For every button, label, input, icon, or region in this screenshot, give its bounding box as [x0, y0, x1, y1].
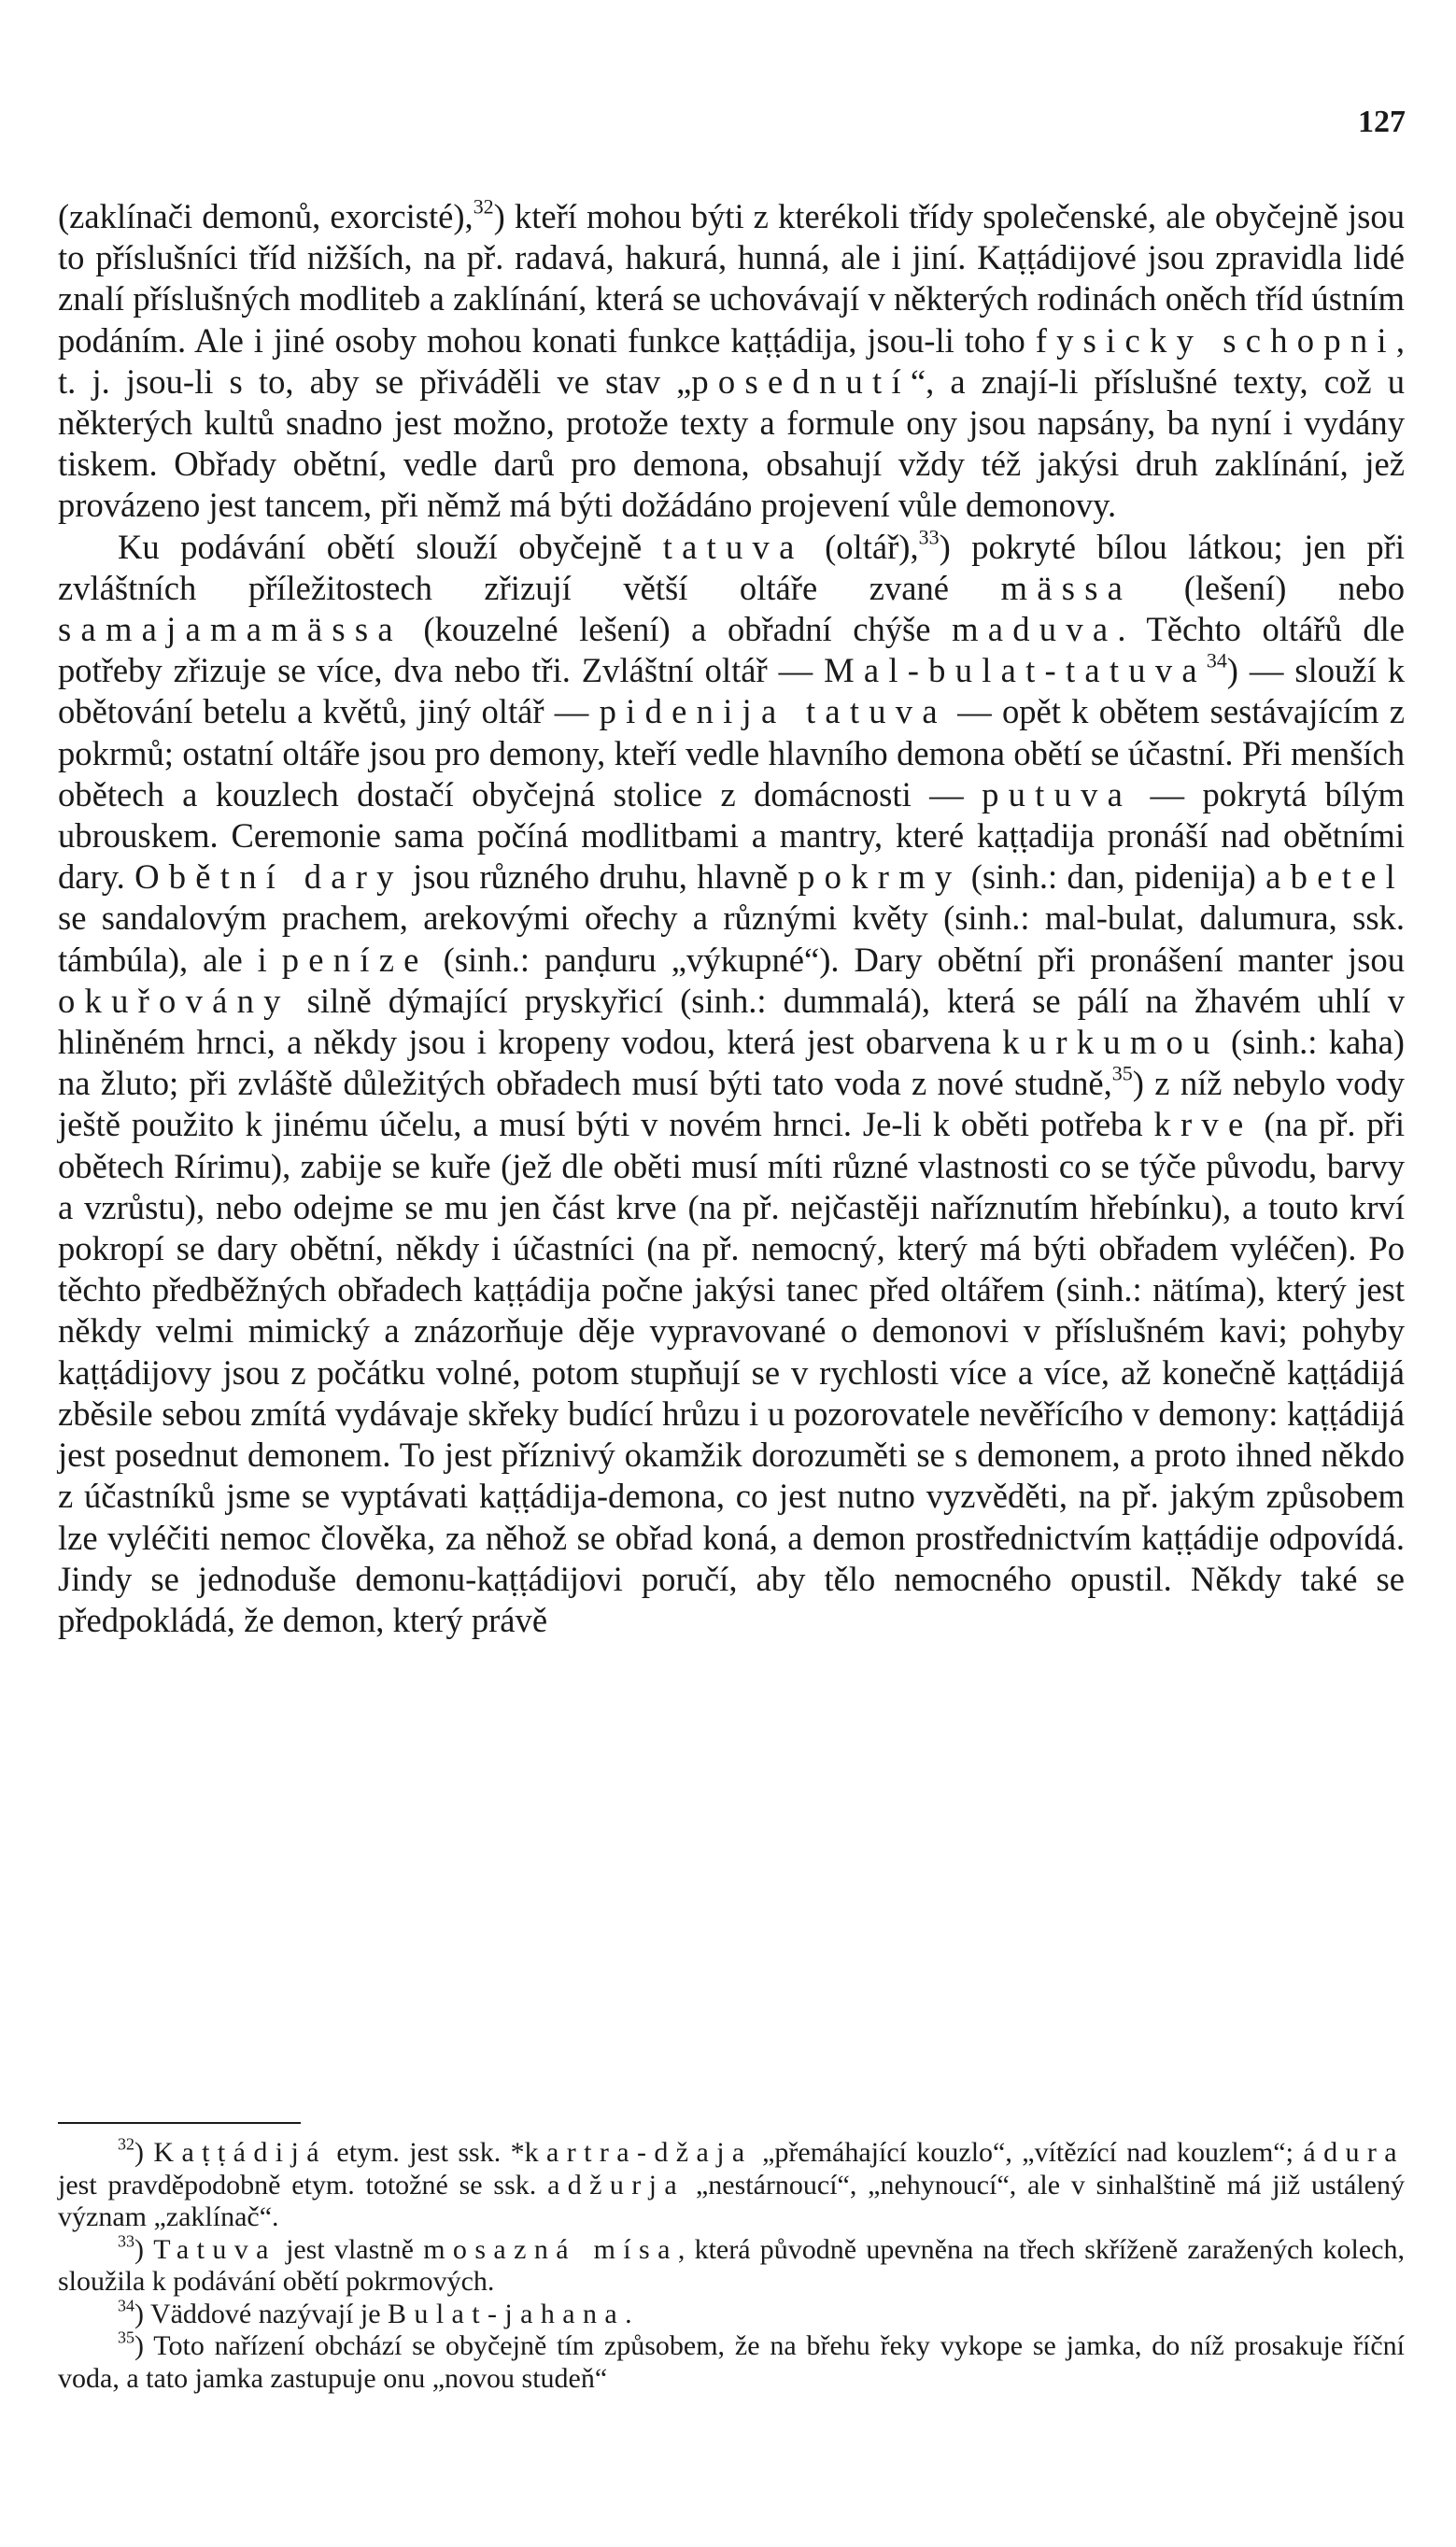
- footnote-ref: 35: [1111, 1061, 1133, 1085]
- text-run: (lešení) nebo: [1132, 568, 1405, 607]
- spaced-emphasis: maduva: [952, 610, 1118, 649]
- text-run: „nestárnoucí“, „nehynoucí“, ale v sinhalštině má již ustálený význam „zaklínač“.: [58, 2169, 1405, 2232]
- text-run: , která původně upevněna na třech skříženě zaražených kolech, sloužila k podávání obětí pokrmových.: [58, 2233, 1405, 2297]
- spaced-emphasis: adžurja: [547, 2169, 686, 2200]
- text-run: — pokrytá bílým ubrouskem. Ceremonie sama počíná modlitbami a mantry, které kaṭṭadija pronáší nad obětními dary.: [58, 774, 1405, 897]
- text-run: se sandalovým prachem, arekovými ořechy a různými květy (sinh.: mal-bulat, dalumura, ssk. támbúla), ale i: [58, 899, 1405, 979]
- spaced-emphasis: pidenija tatuva: [599, 692, 947, 731]
- paragraph: [58, 196, 1405, 527]
- text-run: (zaklínači demonů, exorcisté),: [58, 197, 474, 235]
- spaced-emphasis: Mal-bulat-tatuva: [824, 651, 1207, 690]
- footnote: [58, 2330, 1405, 2395]
- text-run: . Těchto oltářů dle potřeby zřizuje se více, dva nebo tři. Zvláštní oltář —: [58, 610, 1406, 690]
- text-run: etym. jest ssk. *: [326, 2137, 525, 2168]
- spaced-emphasis: Obětní dary: [134, 857, 403, 897]
- text-run: ) — slouží k obětování betelu a květů, jiný oltář —: [58, 651, 1405, 731]
- text-run: silně dýmající pryskyřicí (sinh.: dummalá), která se pálí na žhavém uhlí v hliněném hrnci, a někdy jsou i kropeny vodou, která jest obarvena: [58, 981, 1405, 1062]
- text-run: Ku podávání obětí slouží obyčejně: [118, 527, 663, 566]
- text-run: ) Toto nařízení obchází se obyčejně tím způsobem, že na břehu řeky vykope se jamka, do níž prosakuje říční voda, a tato jamka zastupuje onu „novou studeň“: [58, 2330, 1405, 2394]
- footnote: [58, 2134, 1405, 2234]
- spaced-emphasis: posednutí: [691, 361, 911, 401]
- footnote-ref: 33: [918, 525, 940, 549]
- text-run: (sinh.: dan, pidenija) a: [961, 857, 1291, 897]
- text-run: „přemáhající kouzlo“, „vítězící nad kouzlem“;: [752, 2137, 1304, 2168]
- page-number: 127: [1358, 105, 1406, 139]
- spaced-emphasis: Tatuva: [153, 2233, 276, 2265]
- text-run: ) z níž nebylo vody ještě použito k jinému účelu, a musí býti v novém hrnci. Je-li k oběti potřeba: [58, 1064, 1405, 1144]
- spaced-emphasis: kartra-džaja: [524, 2137, 753, 2168]
- footnote-ref: 35: [118, 2328, 134, 2347]
- footnote-ref: 32: [118, 2134, 134, 2154]
- text-run: “, a znají-li příslušné texty, což u některých kultů snadno jest možno, protože texty a formule ony jsou napsány, ba nyní i vydány tiskem. Obřady obětní, vedle darů pro demona, obsahují vždy též jakýsi druh zaklínání, jež provázeno jest tancem, při němž má býti dožádáno projevení vůle demonovy.: [58, 361, 1406, 525]
- spaced-emphasis: ádura: [1303, 2137, 1405, 2168]
- text-run: ): [134, 2233, 154, 2265]
- spaced-emphasis: samajamamässa: [58, 610, 403, 649]
- spaced-emphasis: mässa: [1000, 568, 1133, 607]
- spaced-emphasis: fysicky schopni: [1035, 320, 1396, 360]
- spaced-emphasis: betel: [1290, 857, 1405, 897]
- text-run: ) pokryté bílou látkou; jen při zvláštních příležitostech zřizují větší oltáře zvané: [58, 527, 1405, 607]
- text-run: (sinh.: panḍuru „výkupné“). Dary obětní při pronášení manter jsou: [428, 940, 1405, 979]
- spaced-emphasis: okuřovány: [58, 981, 290, 1020]
- spaced-emphasis: tatuva: [662, 527, 804, 566]
- spaced-emphasis: Bulat-jahana: [388, 2298, 626, 2329]
- text-run: jest pravděpodobně etym. totožné se ssk.: [58, 2169, 548, 2200]
- text-run: ) Väddové nazývají je: [134, 2298, 389, 2329]
- footnote-divider: [58, 2122, 301, 2124]
- paragraph: [58, 527, 1405, 1641]
- text-run: .: [625, 2298, 632, 2329]
- spaced-emphasis: peníze: [281, 940, 429, 979]
- footnotes: [58, 2134, 1405, 2395]
- text-run: jsou různého druhu, hlavně: [403, 857, 799, 897]
- text-run: jest vlastně: [276, 2233, 424, 2265]
- text-run: (oltář),: [803, 527, 919, 566]
- text-run: (kouzelné lešení) a obřadní chýše: [402, 610, 953, 649]
- text-run: (na př. při obětech Rírimu), zabije se kuře (jež dle oběti musí míti různé vlastnosti co se týče původu, barvy a vzrůstu), nebo odejme se mu jen část krve (na př. nejčastěji naříznutím hřebínku), a touto krví pokropí se dary obětní, někdy i účastníci (na př. nemocný, který má býti obřadem vyléčen). Po těchto předběžných obřadech kaṭṭádija počne jakýsi tanec před oltářem (sinh.: nätíma), který jest někdy velmi mimický a znázorňuje děje vypravované o demonovi v příslušném kavi; pohyby kaṭṭádijovy jsou z počátku volné, potom stupňují se v rychlosti více a více, až konečně kaṭṭádijá zběsile sebou zmítá vydávaje skřeky budící hrůzu i u pozorovatele nevěřícího v demony: kaṭṭádijá jest posednut demonem. To jest příznivý okamžik dorozuměti se s demonem, a proto ihned někdo z účastníků jsme se vyptávati kaṭṭádija-demona, co jest nutno vyzvěděti, na př. jakým způsobem lze vyléčiti nemoc člověka, za něhož se obřad koná, a demon prostřednictvím kaṭṭádije odpovídá. Jindy se jednoduše demonu-kaṭṭádijovi poručí, aby tělo nemocného opustil. Někdy také se předpokládá, že demon, který právě: [58, 1105, 1405, 1639]
- spaced-emphasis: krve: [1153, 1105, 1253, 1144]
- footnote-ref: 32: [473, 194, 494, 219]
- spaced-emphasis: Kaṭṭádijá: [153, 2137, 327, 2168]
- text-run: ): [134, 2137, 154, 2168]
- body-text: [58, 196, 1405, 1641]
- text-run: , t. j. jsou-li s to, aby se přiváděli ve stav „: [58, 320, 1405, 401]
- footnote: [58, 2295, 1405, 2331]
- footnote-ref: 34: [1206, 648, 1227, 672]
- text-run: — opět k obětem sestávajícím z pokrmů; ostatní oltáře jsou pro demony, kteří vedle hlavního demona obětí se účastní. Při menších obětech a kouzlech dostačí obyčejná stolice z domácnosti —: [58, 692, 1405, 814]
- text-run: ) kteří mohou býti z kterékoli třídy společenské, ale obyčejně jsou to příslušníci tříd nižších, na př. radavá, hakurá, hunná, ale i jiní. Kaṭṭádijové jsou zpravidla lidé znalí příslušných modliteb a zaklínání, která se uchovávají v některých rodinách oněch tříd ústním podáním. Ale i jiné osoby mohou konati funkce kaṭṭádija, jsou-li toho: [58, 197, 1405, 360]
- footnote-ref: 34: [118, 2295, 134, 2314]
- spaced-emphasis: kurkumou: [1002, 1023, 1220, 1062]
- footnote: [58, 2230, 1405, 2299]
- spaced-emphasis: pokrmy: [798, 857, 962, 897]
- footnote-ref: 33: [118, 2230, 134, 2250]
- text-run: (sinh.: kaha) na žluto; při zvláště důležitých obřadech musí býti tato voda z nové studně,: [58, 1023, 1405, 1103]
- spaced-emphasis: mosazná mísa: [423, 2233, 678, 2265]
- spaced-emphasis: putuva: [982, 774, 1133, 814]
